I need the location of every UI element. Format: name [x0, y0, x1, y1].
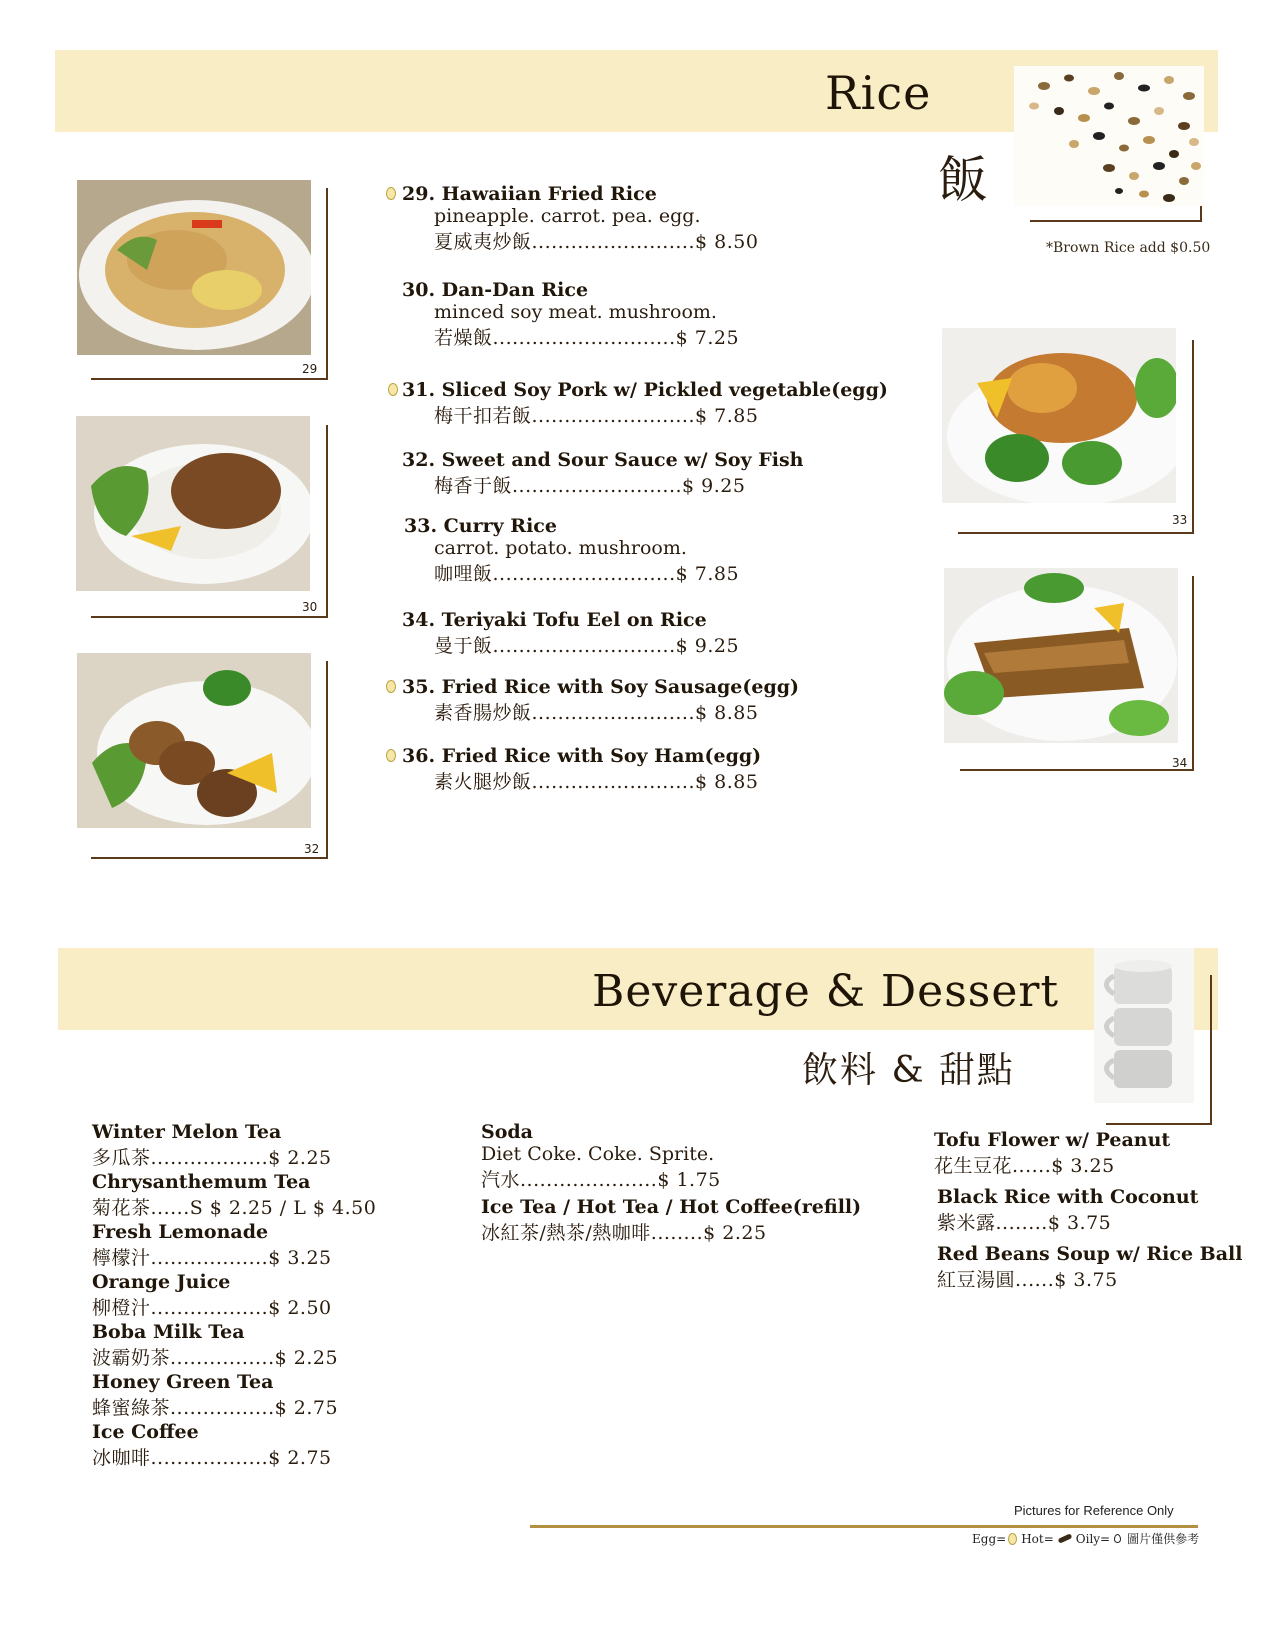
photo-label-34: 34 — [1172, 756, 1188, 770]
beverage-item-name: Winter Melon Tea — [92, 1121, 282, 1143]
photo-label-30: 30 — [302, 600, 318, 614]
menu-item-name: 31. Sliced Soy Pork w/ Pickled vegetable(egg) — [402, 379, 888, 401]
menu-item-price: 咖哩飯............................$ 7.85 — [434, 563, 740, 585]
menu-item-29 — [402, 183, 758, 254]
beverage-item-price: 多瓜茶..................$ 2.25 — [92, 1147, 332, 1169]
beverage-item-name: Ice Tea / Hot Tea / Hot Coffee(refill) — [481, 1196, 862, 1218]
photo-label-29: 29 — [302, 362, 318, 376]
beverage-item-price: 冰紅茶/熱茶/熱咖啡........$ 2.25 — [481, 1222, 767, 1244]
legend-oily-label: Oily= — [1075, 1531, 1111, 1546]
beverage-item — [92, 1321, 338, 1370]
rice-section-title: Rice — [825, 66, 932, 120]
beverage-item-price: 檸檬汁..................$ 3.25 — [92, 1247, 332, 1269]
menu-item-price: 梅香于飯..........................$ 9.25 — [434, 475, 746, 497]
menu-item-name: 30. Dan-Dan Rice — [402, 279, 589, 301]
pepper-icon — [1057, 1533, 1072, 1543]
dessert-item-name: Black Rice with Coconut — [937, 1186, 1199, 1208]
menu-item-price: 梅干扣若飯.........................$ 7.85 — [434, 405, 759, 427]
beverage-item-name: Soda — [481, 1121, 533, 1143]
legend-cn-note: 圖片僅供參考 — [1127, 1532, 1200, 1546]
beverage-section-title-cn: 飲料 & 甜點 — [802, 1050, 1015, 1091]
beverage-section-title: Beverage & Dessert — [592, 966, 1060, 1017]
egg-icon — [386, 749, 396, 762]
menu-item-price: 若燥飯............................$ 7.25 — [434, 327, 740, 349]
menu-item-name: 35. Fried Rice with Soy Sausage(egg) — [402, 676, 800, 698]
menu-item-35 — [402, 676, 799, 725]
menu-item-price: 素香腸炒飯.........................$ 8.85 — [434, 702, 759, 724]
beverage-item-name: Orange Juice — [92, 1271, 231, 1293]
beverage-item-price: 冰咖啡..................$ 2.75 — [92, 1447, 332, 1469]
oil-drop-icon — [1114, 1534, 1121, 1543]
menu-item-36 — [402, 745, 761, 794]
egg-icon — [1008, 1533, 1017, 1545]
photo-label-32: 32 — [304, 842, 320, 856]
menu-item-desc: minced soy meat. mushroom. — [434, 301, 717, 323]
beverage-item — [92, 1371, 338, 1420]
beverage-item-price: 蜂蜜綠茶................$ 2.75 — [92, 1397, 339, 1419]
beverage-item-name: Ice Coffee — [92, 1421, 199, 1443]
beverage-item-name: Boba Milk Tea — [92, 1321, 245, 1343]
beverage-item — [92, 1121, 332, 1170]
menu-item-31 — [402, 379, 888, 428]
photo-label-33: 33 — [1172, 513, 1188, 527]
beverage-item — [92, 1271, 332, 1320]
menu-item-price: 夏威夷炒飯.........................$ 8.50 — [434, 231, 759, 253]
egg-icon — [386, 187, 396, 200]
beverage-item-desc: Diet Coke. Coke. Sprite. — [481, 1143, 715, 1165]
beverage-item-price: 柳橙汁..................$ 2.50 — [92, 1297, 332, 1319]
egg-icon — [388, 383, 398, 396]
rice-section-title-cn: 飯 — [938, 151, 988, 209]
dessert-item-price: 花生豆花......$ 3.25 — [934, 1155, 1115, 1177]
beverage-item-name: Chrysanthemum Tea — [92, 1171, 311, 1193]
reference-note: Pictures for Reference Only — [1014, 1503, 1174, 1518]
beverage-item-price: 菊花茶......S $ 2.25 / L $ 4.50 — [92, 1197, 377, 1219]
menu-item-name: 34. Teriyaki Tofu Eel on Rice — [402, 609, 707, 631]
dessert-item — [937, 1243, 1242, 1292]
beverage-item — [92, 1421, 332, 1470]
beverage-item — [481, 1196, 861, 1245]
menu-item-name: 29. Hawaiian Fried Rice — [402, 183, 657, 205]
menu-item-desc: pineapple. carrot. pea. egg. — [434, 205, 701, 227]
icon-legend — [972, 1530, 1199, 1547]
dessert-item-price: 紅豆湯圓......$ 3.75 — [937, 1269, 1118, 1291]
grains-image — [1014, 66, 1204, 206]
dessert-item-price: 紫米露........$ 3.75 — [937, 1212, 1112, 1234]
beverage-item-name: Honey Green Tea — [92, 1371, 274, 1393]
dessert-item — [937, 1186, 1198, 1235]
menu-item-name: 36. Fried Rice with Soy Ham(egg) — [402, 745, 762, 767]
egg-icon — [386, 680, 396, 693]
footer-divider — [530, 1525, 1198, 1528]
menu-item-price: 素火腿炒飯.........................$ 8.85 — [434, 771, 759, 793]
dessert-item-name: Red Beans Soup w/ Rice Ball — [937, 1243, 1243, 1265]
dessert-item — [934, 1129, 1170, 1178]
menu-item-30 — [402, 279, 739, 350]
legend-egg-label: Egg= — [972, 1531, 1007, 1546]
beverage-item — [481, 1121, 721, 1192]
beverage-item-price: 波霸奶茶................$ 2.25 — [92, 1347, 339, 1369]
menu-item-name: 33. Curry Rice — [404, 515, 557, 537]
beverage-item-name: Fresh Lemonade — [92, 1221, 269, 1243]
menu-item-32 — [402, 449, 803, 498]
brown-rice-note: *Brown Rice add $0.50 — [1046, 240, 1211, 256]
menu-item-33 — [404, 515, 739, 586]
menu-item-name: 32. Sweet and Sour Sauce w/ Soy Fish — [402, 449, 804, 471]
beverage-item — [92, 1221, 332, 1270]
menu-item-34 — [402, 609, 739, 658]
beverage-item — [92, 1171, 376, 1220]
legend-hot-label: Hot= — [1021, 1531, 1054, 1546]
menu-item-price: 曼于飯............................$ 9.25 — [434, 635, 740, 657]
menu-item-desc: carrot. potato. mushroom. — [434, 537, 687, 559]
stacked-cups-image — [1094, 948, 1194, 1103]
dessert-item-name: Tofu Flower w/ Peanut — [934, 1129, 1171, 1151]
beverage-item-price: 汽水.....................$ 1.75 — [481, 1169, 721, 1191]
